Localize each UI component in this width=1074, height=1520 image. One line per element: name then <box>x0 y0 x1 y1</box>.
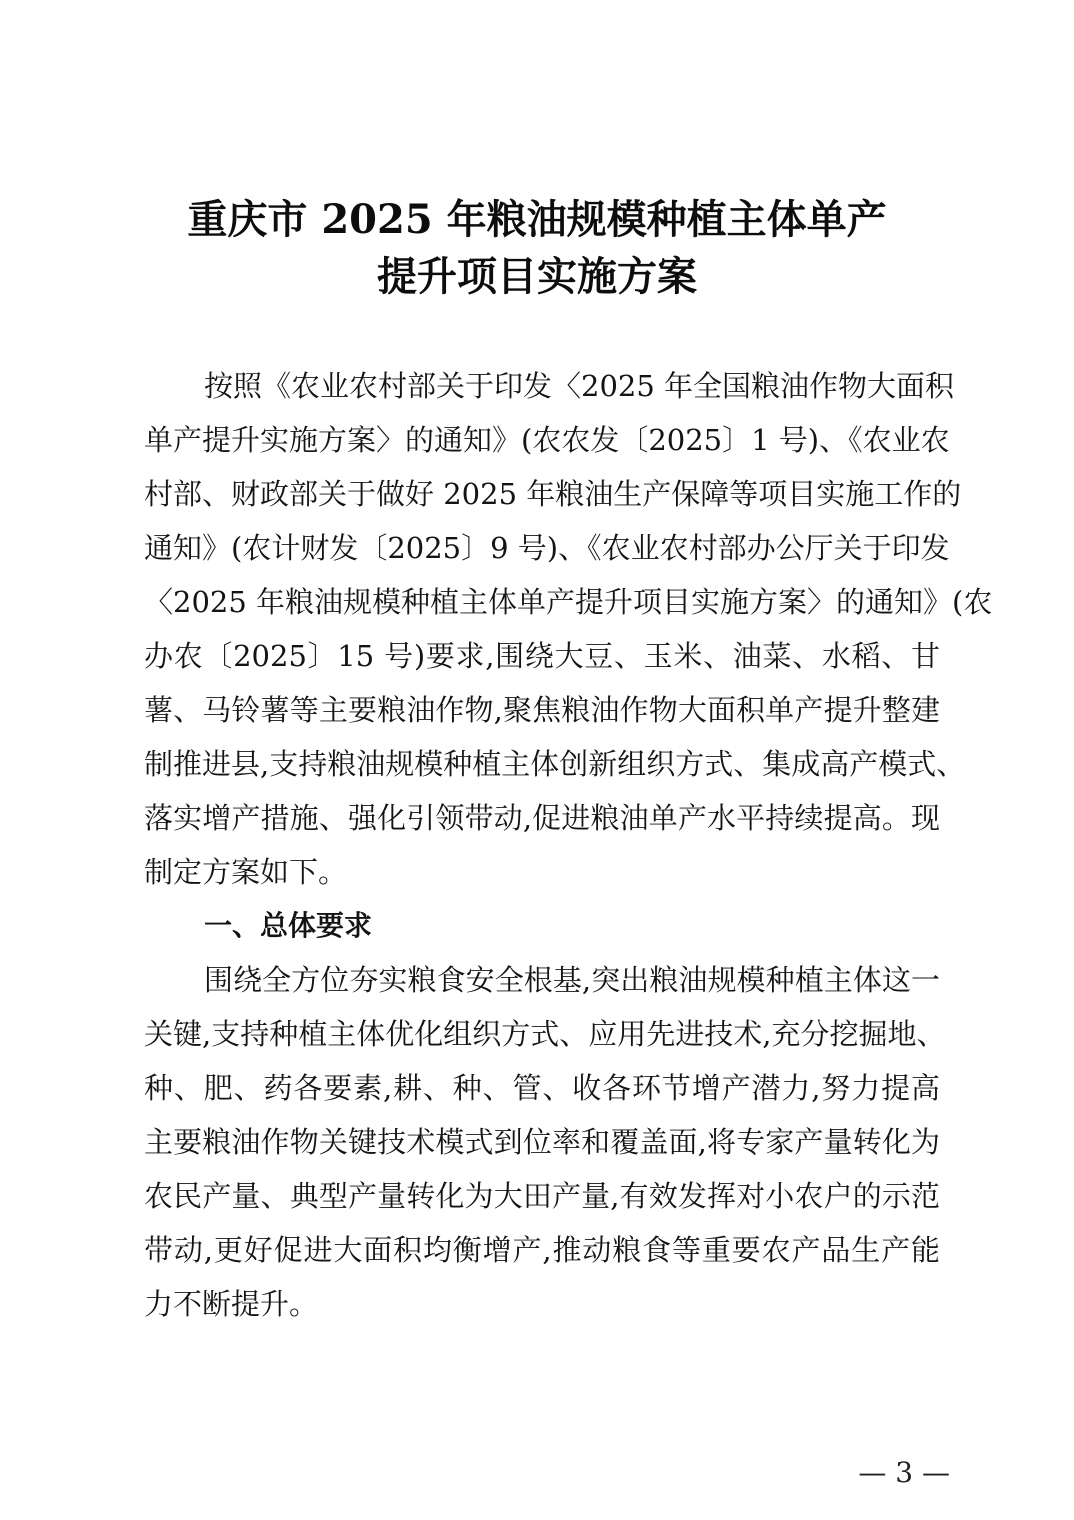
paragraph-2-line-7: 力不断提升。 <box>144 1287 319 1321</box>
paragraph-1-line-2: 单产提升实施方案〉的通知》(农农发〔2025〕1 号)、《农业农 <box>144 423 950 457</box>
paragraph-1-line-3: 村部、财政部关于做好 2025 年粮油生产保障等项目实施工作的 <box>144 477 962 511</box>
page-number: — 3 — <box>858 1456 950 1489</box>
paragraph-1-line-4: 通知》(农计财发〔2025〕9 号)、《农业农村部办公厅关于印发 <box>144 531 950 565</box>
paragraph-1-line-1: 按照《农业农村部关于印发〈2025 年全国粮油作物大面积 <box>204 369 955 403</box>
section-1-heading: 一、总体要求 <box>204 909 373 942</box>
paragraph-1-line-10: 制定方案如下。 <box>144 855 348 889</box>
paragraph-1-line-6: 办农〔2025〕15 号)要求,围绕大豆、玉米、油菜、水稻、甘 <box>144 639 940 673</box>
paragraph-2-line-3: 种、肥、药各要素,耕、种、管、收各环节增产潜力,努力提高 <box>144 1071 940 1105</box>
paragraph-2-line-5: 农民产量、典型产量转化为大田产量,有效发挥对小农户的示范 <box>144 1179 940 1213</box>
paragraph-1-line-7: 薯、马铃薯等主要粮油作物,聚焦粮油作物大面积单产提升整建 <box>144 693 940 727</box>
paragraph-1-line-9: 落实增产措施、强化引领带动,促进粮油单产水平持续提高。现 <box>144 801 940 835</box>
paragraph-2-line-4: 主要粮油作物关键技术模式到位率和覆盖面,将专家产量转化为 <box>144 1125 940 1159</box>
paragraph-2-line-6: 带动,更好促进大面积均衡增产,推动粮食等重要农产品生产能 <box>144 1233 940 1267</box>
paragraph-2-line-2: 关键,支持种植主体优化组织方式、应用先进技术,充分挖掘地、 <box>144 1017 946 1051</box>
paragraph-2-line-1: 围绕全方位夯实粮食安全根基,突出粮油规模种植主体这一 <box>204 963 940 997</box>
paragraph-1-line-8: 制推进县,支持粮油规模种植主体创新组织方式、集成高产模式、 <box>144 747 966 781</box>
document-title-line-2: 提升项目实施方案 <box>377 253 697 300</box>
document-title-line-1: 重庆市 2025 年粮油规模种植主体单产 <box>187 196 887 243</box>
paragraph-1-line-5: 〈2025 年粮油规模种植主体单产提升项目实施方案〉的通知》(农 <box>144 585 993 619</box>
